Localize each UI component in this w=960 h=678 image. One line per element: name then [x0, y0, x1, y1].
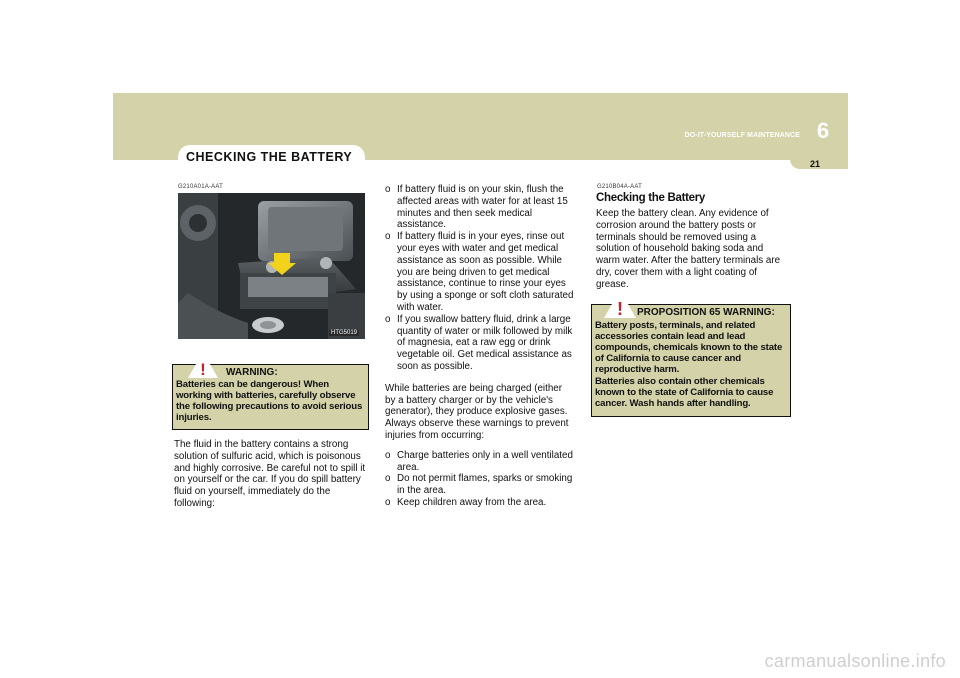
proposition-65-text-2: Batteries also contain other chemicals known to the state of California to cause cancer. Wash hands after handling. — [595, 376, 774, 409]
section-code: G210A01A-AAT — [178, 184, 223, 190]
svg-text:!: ! — [617, 299, 623, 319]
page-number: 21 — [809, 159, 820, 169]
bullet-text: If you swallow battery fluid, drink a large quantity of water or milk followed by milk of magnesia, eat a raw egg or drink vegetable oil. Get medical assistance as soon as possible. — [397, 313, 573, 372]
middle-column — [385, 184, 574, 509]
left-body-text: The fluid in the battery contains a strong solution of sulfuric acid, which is poisonous and highly corrosive. Be careful not to spill it on yourself or the car. If you do spill battery fluid on yourself, immediately do the following: — [174, 439, 366, 509]
bullet-marker: o — [385, 184, 391, 195]
site-watermark: carmanualsonline.info — [764, 651, 946, 671]
bullet-item — [385, 473, 574, 497]
charging-paragraph: While batteries are being charged (either by a battery charger or by the vehicle's generator), they produce explosive gases. Always observe these warnings to prevent injuries from occurring: — [385, 382, 569, 441]
bullet-text: Charge batteries only in a well ventilated area. — [397, 449, 573, 473]
bullet-text: Do not permit flames, sparks or smoking in the area. — [397, 473, 573, 497]
proposition-65-text-1: Battery posts, terminals, and related accessories contain lead and lead compounds, chemicals known to the state of California to cause cancer and reproductive harm. — [595, 320, 783, 375]
subsection-title: Checking the Battery — [596, 192, 706, 204]
chapter-title: DO-IT-YOURSELF MAINTENANCE — [684, 132, 800, 139]
bullet-marker: o — [385, 449, 391, 461]
svg-text:!: ! — [200, 360, 206, 379]
figure-caption: HTG5019 — [330, 330, 357, 336]
bullet-marker: o — [385, 231, 391, 243]
chapter-number: 6 — [816, 118, 830, 143]
warning-text: Batteries can be dangerous! When working with batteries, carefully observe the following precautions to avoid serious injuries. — [176, 379, 363, 423]
section-title: CHECKING THE BATTERY — [186, 150, 353, 164]
subsection-code: G210B04A-AAT — [597, 184, 642, 190]
right-body-text: Keep the battery clean. Any evidence of corrosion around the battery posts or terminals should be removed using a solution of household baking soda and warm water. After the battery terminals are dry, cover them with a light coating of grease. — [596, 208, 781, 290]
warning-triangle-icon — [187, 351, 219, 379]
bullet-text: Keep children away from the area. — [397, 496, 547, 508]
bullet-item — [385, 231, 574, 314]
warning-heading: WARNING: — [226, 367, 278, 378]
engine-bay-illustration — [178, 193, 365, 339]
bullet-marker: o — [385, 496, 391, 508]
bullet-marker: o — [385, 473, 391, 485]
warning-triangle-icon — [603, 289, 637, 319]
bullet-item — [385, 450, 574, 474]
bullet-item — [385, 314, 574, 373]
bullet-marker: o — [385, 313, 391, 325]
bullet-text: If battery fluid is in your eyes, rinse out your eyes with water and get medical assistance as soon as possible. While you are being driven to get medical assistance, continue to rinse your eyes by using a sponge or soft cloth saturated with water. — [397, 231, 574, 313]
battery-photo — [178, 193, 365, 339]
bullet-item — [385, 497, 574, 509]
proposition-65-heading: PROPOSITION 65 WARNING: — [637, 307, 775, 318]
bullet-item — [385, 184, 574, 231]
bullet-text: If battery fluid is on your skin, flush the affected areas with water for at least 15 minutes and then seek medical assistance. — [397, 184, 568, 231]
